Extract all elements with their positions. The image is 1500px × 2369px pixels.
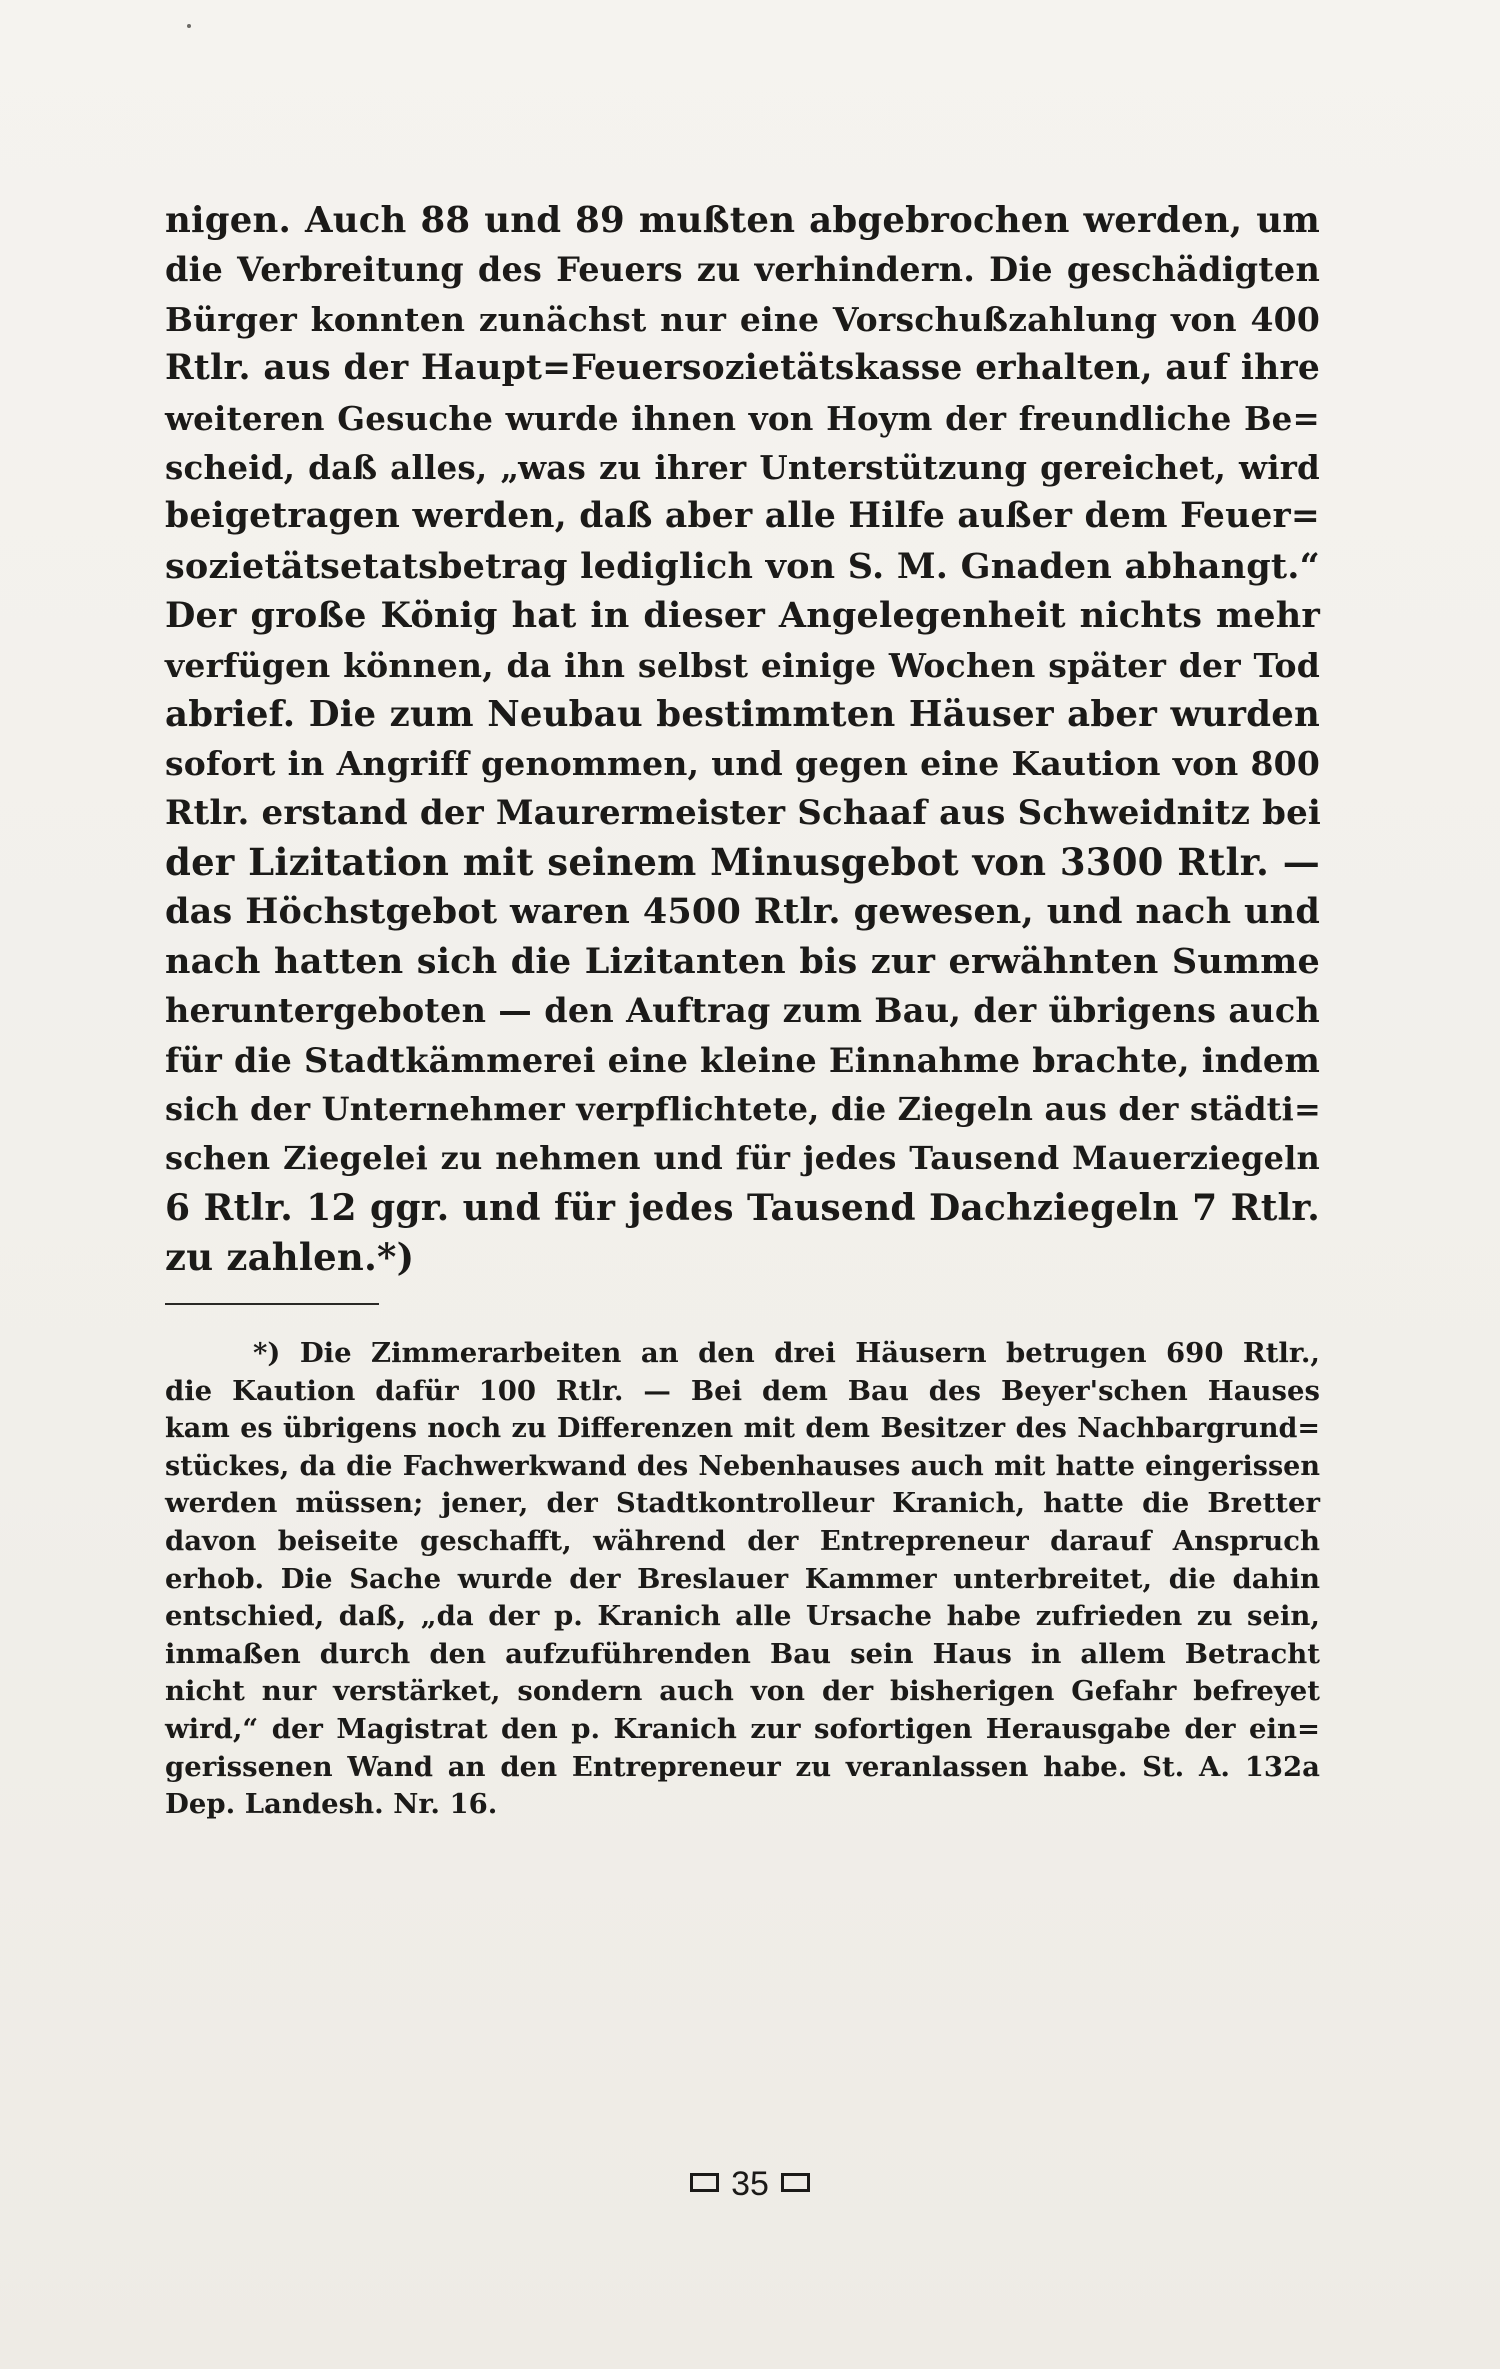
body-line: scheid, daß alles, „was zu ihrer Unterstützung gereichet, wird [165, 447, 1320, 487]
body-line: heruntergeboten — den Auftrag zum Bau, der übrigens auch [165, 991, 1320, 1031]
body-line: 6 Rtlr. 12 ggr. und für jedes Tausend Dachziegeln 7 Rtlr. [165, 1186, 1320, 1229]
ornament-box-icon [690, 2173, 719, 2192]
footnote-line: werden müssen; jener, der Stadtkontrolleur Kranich, hatte die Bretter [165, 1487, 1320, 1520]
body-line: für die Stadtkämmerei eine kleine Einnahme brachte, indem [165, 1040, 1320, 1080]
body-line: Bürger konnten zunächst nur eine Vorschußzahlung von 400 [165, 299, 1320, 339]
footnote-line: *) Die Zimmerarbeiten an den drei Häusern betrugen 690 Rtlr., [253, 1337, 1320, 1369]
ornament-box-icon [781, 2173, 810, 2192]
footnote-line: erhob. Die Sache wurde der Breslauer Kammer unterbreitet, die dahin [165, 1562, 1320, 1595]
body-line: nach hatten sich die Lizitanten bis zur erwähnten Summe [165, 940, 1320, 982]
body-line: verfügen können, da ihn selbst einige Wochen später der Tod [165, 645, 1320, 685]
body-line: beigetragen werden, daß aber alle Hilfe außer dem Feuer= [165, 496, 1320, 537]
footnote-line: die Kaution dafür 100 Rtlr. — Bei dem Bau des Beyer'schen Hauses [165, 1374, 1320, 1407]
body-line: Rtlr. aus der Haupt=Feuersozietätskasse erhalten, auf ihre [165, 348, 1320, 389]
body-line: das Höchstgebot waren 4500 Rtlr. gewesen, und nach und [165, 891, 1320, 933]
page-number [0, 2162, 1500, 2204]
body-line: Der große König hat in dieser Angelegenheit nichts mehr [165, 595, 1320, 637]
body-line: sich der Unternehmer verpflichtete, die Ziegeln aus der städti= [165, 1090, 1322, 1129]
body-line: schen Ziegelei zu nehmen und für jedes Tausend Mauerziegeln [165, 1139, 1320, 1178]
page-number-value: 35 [731, 2165, 769, 2204]
footnote-line: stückes, da die Fachwerkwand des Nebenhauses auch mit hatte eingerissen [165, 1450, 1320, 1482]
footnote-line: nicht nur verstärket, sondern auch von der bisherigen Gefahr befreyet [165, 1675, 1320, 1708]
body-line: nigen. Auch 88 und 89 mußten abgebrochen werden, um [165, 200, 1320, 241]
print-speck [187, 24, 191, 28]
footnote-line: inmaßen durch den aufzuführenden Bau sein Haus in allem Betracht [165, 1637, 1320, 1670]
body-line: abrief. Die zum Neubau bestimmten Häuser aber wurden [165, 693, 1320, 735]
body-line: die Verbreitung des Feuers zu verhindern. Die geschädigten [165, 250, 1320, 290]
footnote-line: Dep. Landesh. Nr. 16. [165, 1788, 498, 1821]
footnote-line: wird,“ der Magistrat den p. Kranich zur sofortigen Herausgabe der ein= [165, 1712, 1320, 1745]
body-line: sofort in Angriff genommen, und gegen eine Kaution von 800 [165, 744, 1320, 784]
body-line: der Lizitation mit seinem Minusgebot von 3300 Rtlr. — [165, 840, 1320, 885]
footnote-line: gerissenen Wand an den Entrepreneur zu veranlassen habe. St. A. 132a [165, 1750, 1320, 1783]
body-line: zu zahlen.*) [165, 1235, 415, 1280]
footnote-line: kam es übrigens noch zu Differenzen mit dem Besitzer des Nachbargrund= [165, 1413, 1320, 1445]
main-text-block [165, 196, 1320, 1283]
footnote-line: entschied, daß, „da der p. Kranich alle Ursache habe zufrieden zu sein, [165, 1600, 1320, 1633]
footnote-separator [165, 1303, 379, 1305]
footnote-block [165, 1335, 1320, 1824]
footnote-line: davon beiseite geschafft, während der Entrepreneur darauf Anspruch [165, 1524, 1320, 1557]
body-line: sozietätsetatsbetrag lediglich von S. M. Gnaden abhangt.“ [165, 545, 1320, 587]
body-line: Rtlr. erstand der Maurermeister Schaaf aus Schweidnitz bei [165, 792, 1322, 833]
body-line: weiteren Gesuche wurde ihnen von Hoym der freundliche Be= [165, 398, 1320, 438]
